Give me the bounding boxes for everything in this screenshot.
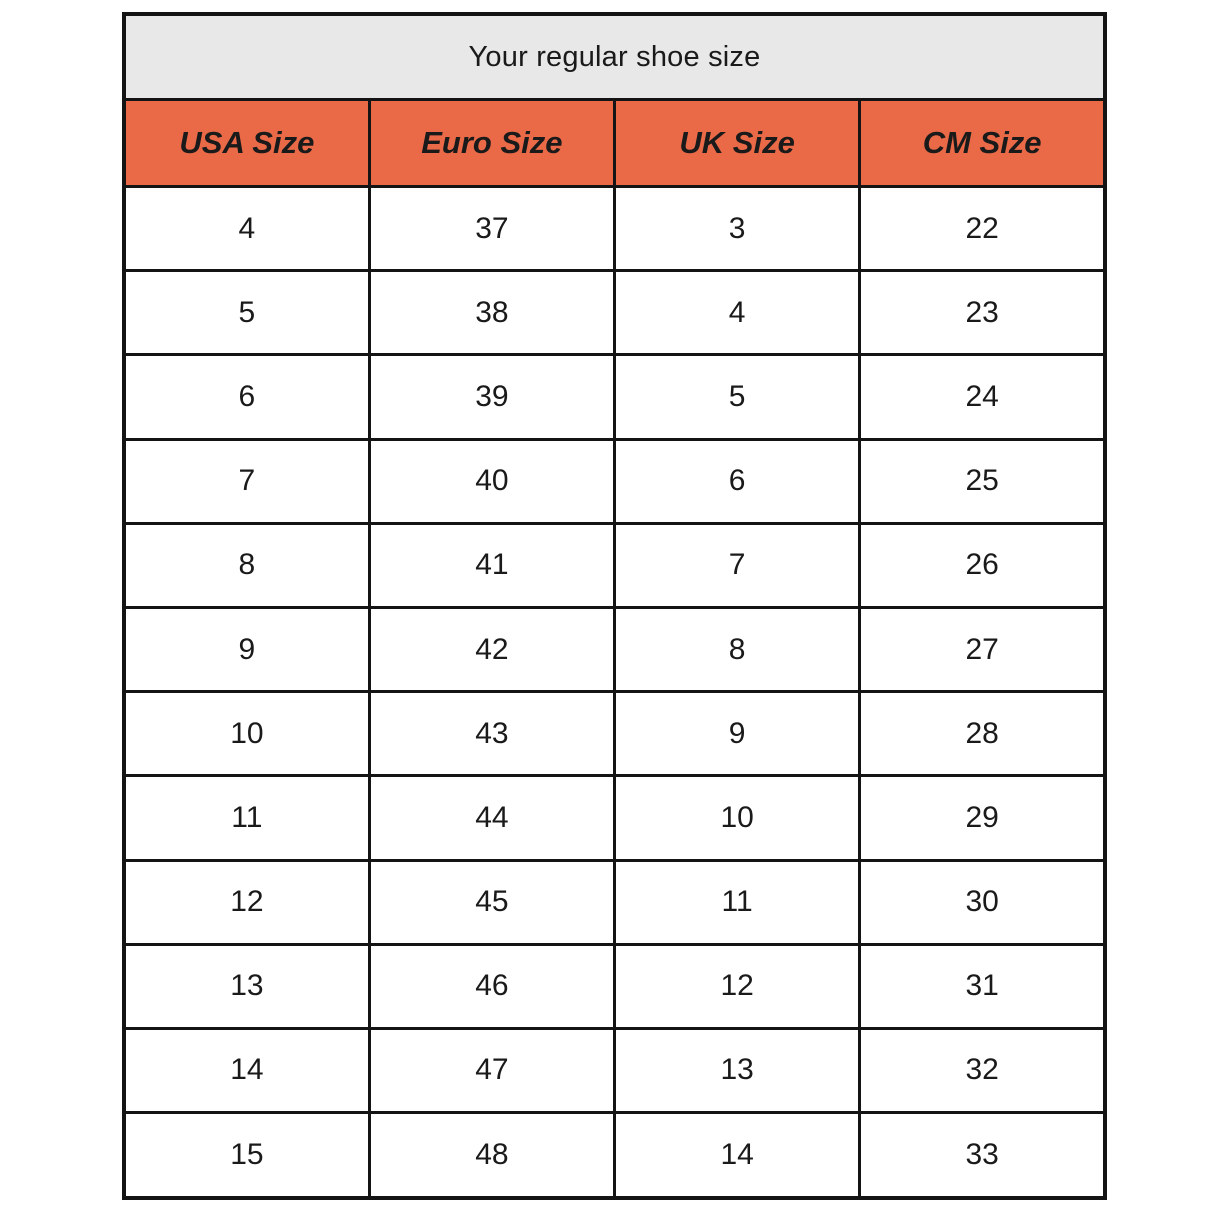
table-row <box>124 271 1105 355</box>
size-cell-cm: 23 <box>860 271 1105 355</box>
size-cell-uk: 6 <box>615 439 860 523</box>
table-row <box>124 523 1105 607</box>
size-cell-euro: 41 <box>369 523 614 607</box>
size-cell-cm: 29 <box>860 776 1105 860</box>
size-cell-euro: 46 <box>369 944 614 1028</box>
size-cell-usa: 6 <box>124 355 369 439</box>
table-row <box>124 607 1105 691</box>
size-cell-uk: 14 <box>615 1113 860 1198</box>
size-cell-usa: 5 <box>124 271 369 355</box>
table-row <box>124 355 1105 439</box>
size-cell-usa: 10 <box>124 692 369 776</box>
size-cell-euro: 48 <box>369 1113 614 1198</box>
size-cell-euro: 40 <box>369 439 614 523</box>
size-cell-uk: 5 <box>615 355 860 439</box>
table-row <box>124 439 1105 523</box>
size-cell-uk: 9 <box>615 692 860 776</box>
size-cell-usa: 13 <box>124 944 369 1028</box>
table-row <box>124 187 1105 271</box>
size-cell-cm: 28 <box>860 692 1105 776</box>
size-cell-uk: 7 <box>615 523 860 607</box>
table-row <box>124 776 1105 860</box>
table-row <box>124 944 1105 1028</box>
size-cell-cm: 22 <box>860 187 1105 271</box>
size-cell-usa: 9 <box>124 607 369 691</box>
size-cell-cm: 32 <box>860 1028 1105 1112</box>
size-cell-usa: 14 <box>124 1028 369 1112</box>
table-title-row <box>124 14 1105 100</box>
size-cell-cm: 31 <box>860 944 1105 1028</box>
table-row <box>124 1028 1105 1112</box>
shoe-size-table <box>122 12 1107 1200</box>
size-cell-cm: 26 <box>860 523 1105 607</box>
table-row <box>124 1113 1105 1198</box>
size-cell-uk: 4 <box>615 271 860 355</box>
shoe-size-table-head <box>124 14 1105 187</box>
size-cell-uk: 11 <box>615 860 860 944</box>
size-cell-euro: 44 <box>369 776 614 860</box>
size-cell-euro: 42 <box>369 607 614 691</box>
column-header-euro-size: Euro Size <box>369 100 614 187</box>
size-cell-uk: 10 <box>615 776 860 860</box>
size-cell-cm: 25 <box>860 439 1105 523</box>
size-cell-euro: 39 <box>369 355 614 439</box>
size-cell-cm: 33 <box>860 1113 1105 1198</box>
column-header-uk-size: UK Size <box>615 100 860 187</box>
size-cell-uk: 13 <box>615 1028 860 1112</box>
size-cell-cm: 24 <box>860 355 1105 439</box>
table-row <box>124 860 1105 944</box>
size-cell-euro: 37 <box>369 187 614 271</box>
table-header-row <box>124 100 1105 187</box>
size-cell-usa: 12 <box>124 860 369 944</box>
size-cell-cm: 27 <box>860 607 1105 691</box>
size-cell-euro: 43 <box>369 692 614 776</box>
size-cell-usa: 7 <box>124 439 369 523</box>
size-cell-usa: 15 <box>124 1113 369 1198</box>
size-cell-usa: 4 <box>124 187 369 271</box>
size-cell-usa: 11 <box>124 776 369 860</box>
table-row <box>124 692 1105 776</box>
size-table-body <box>124 187 1105 1199</box>
size-cell-cm: 30 <box>860 860 1105 944</box>
column-header-cm-size: CM Size <box>860 100 1105 187</box>
size-cell-uk: 12 <box>615 944 860 1028</box>
table-title: Your regular shoe size <box>124 14 1105 100</box>
column-header-usa-size: USA Size <box>124 100 369 187</box>
size-cell-uk: 8 <box>615 607 860 691</box>
size-cell-euro: 47 <box>369 1028 614 1112</box>
size-cell-euro: 38 <box>369 271 614 355</box>
size-cell-usa: 8 <box>124 523 369 607</box>
size-cell-uk: 3 <box>615 187 860 271</box>
size-cell-euro: 45 <box>369 860 614 944</box>
